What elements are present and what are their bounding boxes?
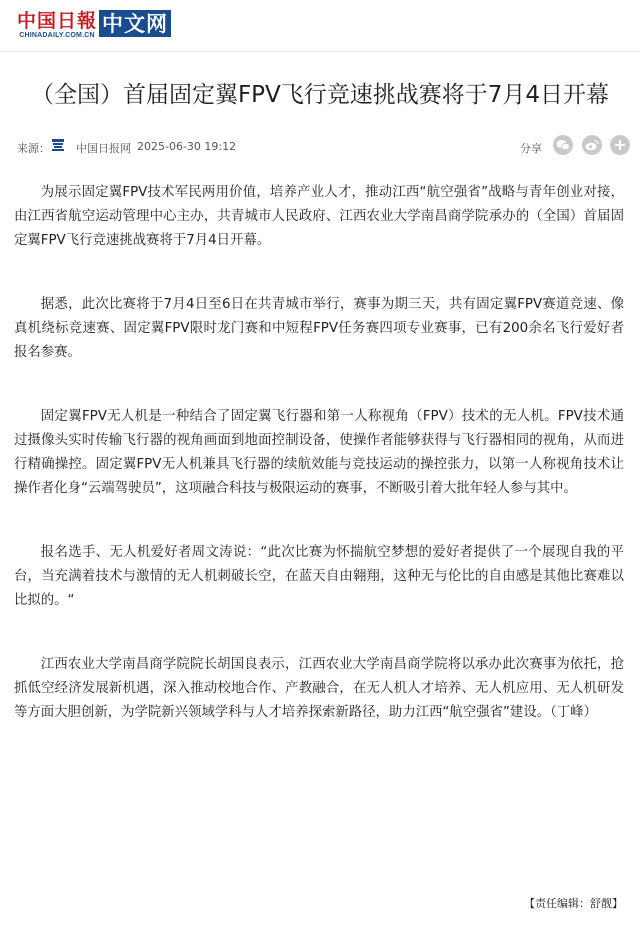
logo-chinadaily — [17, 10, 97, 40]
article-title: （全国）首届固定翼FPV飞行竞速挑战赛将于7月4日开幕 — [30, 82, 610, 108]
site-logo[interactable] — [17, 10, 171, 40]
logo-zhongwenwang: 中文网 — [99, 10, 171, 37]
paragraph-3: 固定翼FPV无人机是一种结合了固定翼飞行器和第一人称视角（FPV）技术的无人机。FPV技术通过摄像头实时传输飞行器的视角画面到地面控制设备，使操作者能够获得与飞行器相同的视角，从而进行精确操控。固定翼FPV无人机兼具飞行器的续航效能与竞技运动的操控张力，以第一人称视角技术让操作者化身“云端驾驶员”，这项融合科技与极限运动的赛事，不断吸引着大批年轻人参与其中。 — [14, 409, 624, 496]
paragraph-5: 江西农业大学南昌商学院院长胡国良表示，江西农业大学南昌商学院将以承办此次赛事为依托，抢抓低空经济发展新机遇，深入推动校地合作、产教融合，在无人机人才培养、无人机应用、无人机研发等方面大胆创新，为学院新兴领域学科与人才培养探索新路径，助力江西“航空强省”建设。（丁峰） — [14, 657, 624, 720]
source-name[interactable]: 中国日报网 — [76, 142, 131, 155]
share-label: 分享 — [520, 142, 542, 155]
chinadaily-icon — [51, 138, 65, 152]
weibo-icon[interactable] — [582, 135, 602, 155]
responsible-editor: 【责任编辑：舒靓】 — [524, 897, 623, 910]
logo-en-text: CHINADAILY.COM.CN — [19, 32, 95, 39]
publish-date: 2025-06-30 19:12 — [137, 140, 237, 153]
paragraph-4: 报名选手、无人机爱好者周文涛说：“此次比赛为怀揣航空梦想的爱好者提供了一个展现自我的平台，当充满着技术与激情的无人机刺破长空，在蓝天自由翱翔，这种无与伦比的自由感是其他比赛难以比拟的。“ — [14, 545, 624, 608]
source-label: 来源： — [17, 142, 50, 155]
wechat-icon[interactable] — [553, 135, 573, 155]
article-body — [0, 181, 640, 725]
paragraph-2: 据悉，此次比赛将于7月4日至6日在共青城市举行，赛事为期三天，共有固定翼FPV赛道竞速、像真机绕标竞速赛、固定翼FPV限时龙门赛和中短程FPV任务赛四项专业赛事，已有200余名飞行爱好者报名参赛。 — [14, 297, 624, 360]
article-meta — [0, 135, 640, 159]
plus-icon[interactable] — [610, 135, 630, 155]
paragraph-1: 为展示固定翼FPV技术军民两用价值，培养产业人才，推动江西“航空强省”战略与青年创业对接，由江西省航空运动管理中心主办，共青城市人民政府、江西农业大学南昌商学院承办的（全国）首届固定翼FPV飞行竞速挑战赛将于7月4日开幕。 — [14, 185, 624, 248]
site-header — [0, 0, 640, 52]
logo-cn-text: 中国日報 — [17, 10, 98, 32]
